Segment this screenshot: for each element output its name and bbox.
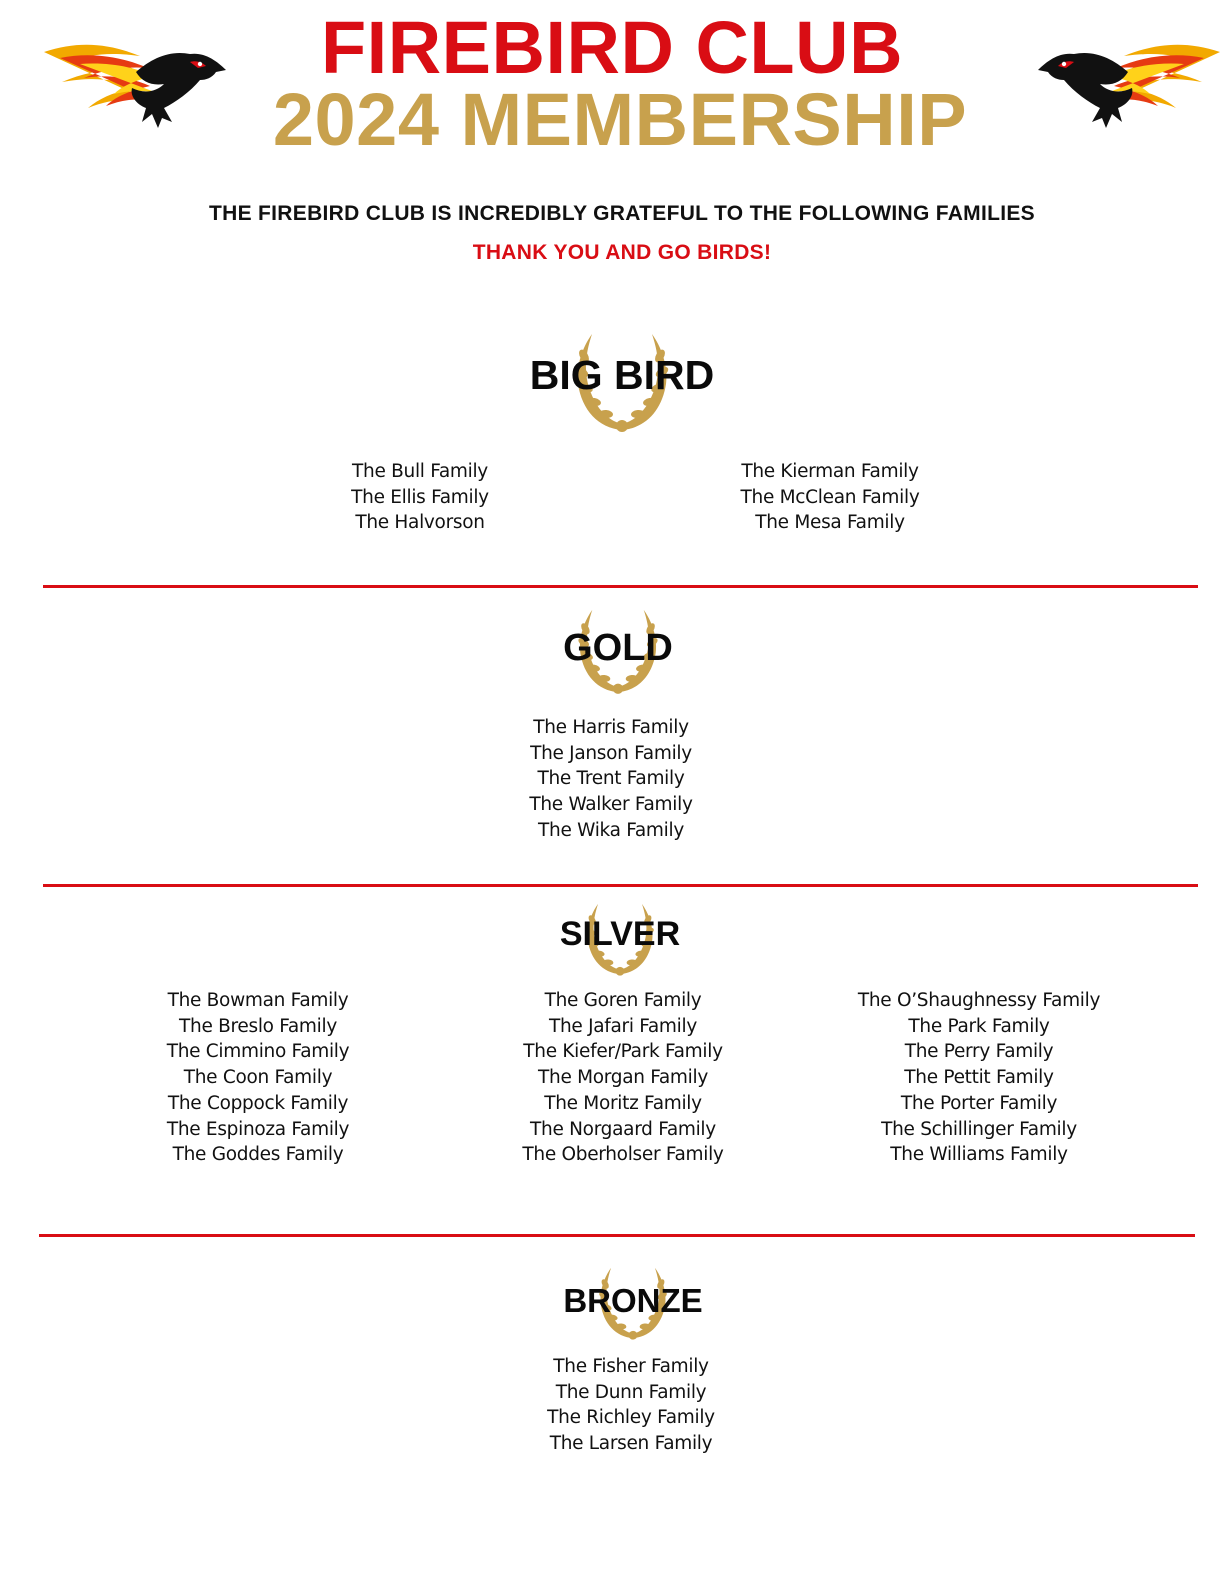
list-item: The Harris Family [533,717,689,738]
list-item: The Ellis Family [351,486,489,508]
section-divider [43,585,1198,588]
list-item: The Schillinger Family [881,1118,1077,1140]
section-divider [43,884,1198,887]
thanks-text: THANK YOU AND GO BIRDS! [472,241,772,264]
list-item: The Cimmino Family [166,1041,350,1063]
big-bird-column-1 [320,459,520,536]
list-item: The Breslo Family [179,1015,337,1037]
list-item: The Bull Family [352,461,488,482]
list-item: The Oberholser Family [522,1144,724,1166]
tier-heading-silver [530,898,710,980]
list-item: The Wika Family [538,819,684,841]
list-item: The Williams Family [890,1144,1068,1166]
bronze-column [516,1354,746,1457]
list-item: The Coon Family [183,1067,333,1089]
list-item: The Norgaard Family [530,1118,716,1140]
list-item: The Janson Family [530,742,692,764]
list-item: The Mesa Family [755,512,905,534]
page-title: FIREBIRD CLUB [320,6,904,89]
list-item: The Goddes Family [172,1144,344,1166]
list-item: The Espinoza Family [166,1118,350,1140]
silver-column-1 [143,988,373,1168]
list-item: The Park Family [908,1015,1050,1037]
list-item: The Kiefer/Park Family [523,1041,723,1063]
tier-label: SILVER [559,915,681,953]
list-item: The Porter Family [900,1092,1058,1114]
tier-label: BIG BIRD [529,352,715,398]
silver-column-2 [498,988,748,1168]
section-divider [39,1234,1195,1237]
list-item: The Jafari Family [549,1015,697,1037]
list-item: The Trent Family [537,768,685,790]
list-item: The Pettit Family [904,1067,1054,1089]
list-item: The Perry Family [904,1041,1054,1063]
gratitude-text: THE FIREBIRD CLUB IS INCREDIBLY GRATEFUL TO THE FOLLOWING FAMILIES [209,202,1035,225]
list-item: The Goren Family [544,990,702,1011]
tier-heading-gold [528,603,708,699]
page-subtitle: 2024 MEMBERSHIP [272,78,968,161]
list-item: The Kierman Family [741,461,919,482]
tier-heading-big-bird [512,326,732,438]
gold-column [496,715,726,844]
tier-label: GOLD [563,627,673,669]
tier-label: BRONZE [563,1282,703,1319]
list-item: The Dunn Family [555,1381,707,1403]
list-item: The Morgan Family [538,1067,708,1089]
tier-heading-bronze [543,1262,723,1344]
list-item: The Richley Family [547,1407,715,1429]
list-item: The Walker Family [529,794,693,816]
list-item: The Bowman Family [167,990,349,1011]
big-bird-column-2 [715,459,945,536]
silver-column-3 [839,988,1119,1168]
list-item: The Halvorson [355,512,485,534]
list-item: The Larsen Family [549,1433,713,1455]
list-item: The Coppock Family [167,1092,349,1114]
list-item: The McClean Family [740,486,920,508]
list-item: The Fisher Family [553,1356,709,1377]
list-item: The O’Shaughnessy Family [857,990,1101,1011]
list-item: The Moritz Family [544,1092,702,1114]
